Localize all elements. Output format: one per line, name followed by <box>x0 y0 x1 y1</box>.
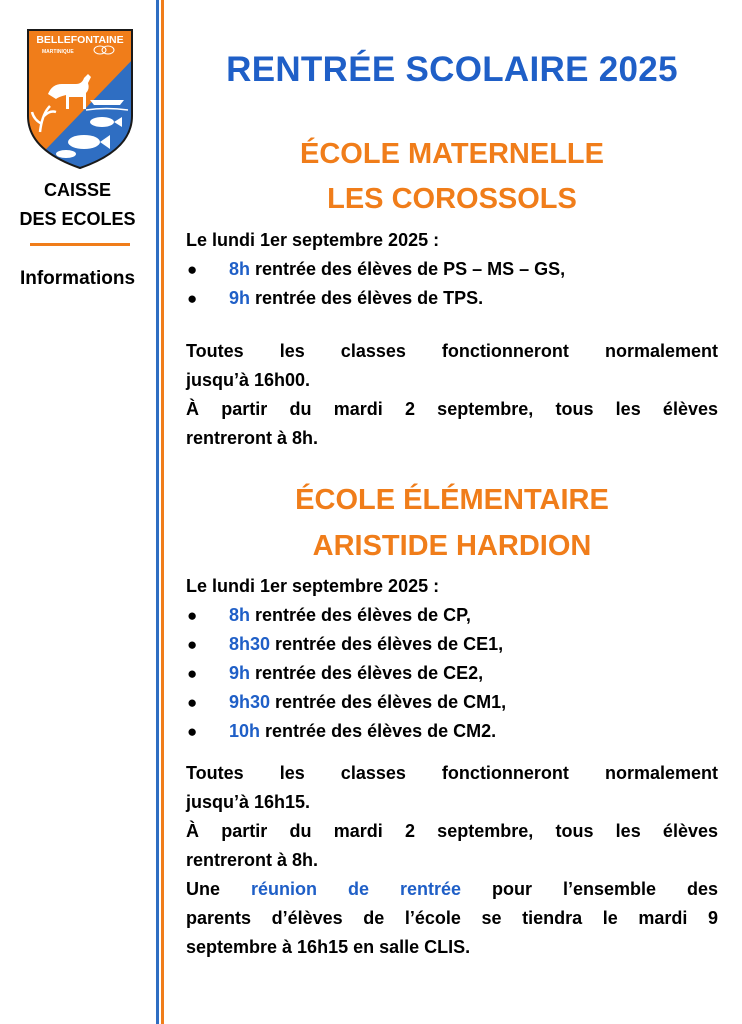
divider-line-orange <box>161 0 164 1024</box>
elementaire-para1-line1: Toutes les classes fonctionneront normalement <box>186 763 718 783</box>
item-text: rentrée des élèves de TPS. <box>250 288 484 308</box>
elementaire-para3-line1 <box>186 875 718 904</box>
item-text: rentrée des élèves de CM2. <box>260 721 497 741</box>
sidebar-title-line2: DES ECOLES <box>19 209 136 229</box>
time-label: 9h <box>229 663 251 683</box>
maternelle-title-line2: LES COROSSOLS <box>327 183 577 215</box>
elementaire-title-line1: ÉCOLE ÉLÉMENTAIRE <box>295 484 609 516</box>
svg-text:MARTINIQUE: MARTINIQUE <box>42 49 74 55</box>
divider-line-blue <box>156 0 159 1024</box>
page-title: RENTRÉE SCOLAIRE 2025 <box>226 50 678 89</box>
time-label: 9h <box>229 288 251 308</box>
para3-pre: Une <box>186 879 251 899</box>
time-label: 8h <box>229 605 251 625</box>
elementaire-title-line2: ARISTIDE HARDION <box>312 530 592 562</box>
time-label: 8h <box>229 259 251 279</box>
time-label: 8h30 <box>229 634 271 654</box>
svg-text:BELLEFONTAINE: BELLEFONTAINE <box>36 34 124 46</box>
maternelle-para2-line2: rentreront à 8h. <box>186 428 319 448</box>
sidebar <box>0 0 155 1024</box>
elementaire-para3-line2: parents d’élèves de l’école se tiendra le mardi 9 <box>186 908 718 928</box>
sidebar-title-line1: CAISSE <box>43 180 112 200</box>
elementaire-para3-line3: septembre à 16h15 en salle CLIS. <box>186 937 471 957</box>
maternelle-title-line1: ÉCOLE MATERNELLE <box>300 138 604 170</box>
item-text: rentrée des élèves de CE2, <box>250 663 484 683</box>
maternelle-date: Le lundi 1er septembre 2025 : <box>186 230 440 250</box>
para3-post: pour l’ensemble des <box>461 879 718 899</box>
item-text: rentrée des élèves de PS – MS – GS, <box>250 259 566 279</box>
time-label: 10h <box>229 721 261 741</box>
meeting-highlight: réunion de rentrée <box>251 879 461 899</box>
item-text: rentrée des élèves de CP, <box>250 605 471 625</box>
bellefontaine-crest-logo <box>26 28 134 170</box>
maternelle-para2-line1: À partir du mardi 2 septembre, tous les élèves <box>186 399 718 419</box>
item-text: rentrée des élèves de CM1, <box>270 692 507 712</box>
sidebar-divider <box>30 243 130 246</box>
maternelle-para1-line1: Toutes les classes fonctionneront normalement <box>186 341 718 361</box>
elementaire-para2-line2: rentreront à 8h. <box>186 850 319 870</box>
elementaire-date: Le lundi 1er septembre 2025 : <box>186 576 440 596</box>
elementaire-para1-line2: jusqu’à 16h15. <box>186 792 311 812</box>
item-text: rentrée des élèves de CE1, <box>270 634 504 654</box>
time-label: 9h30 <box>229 692 271 712</box>
maternelle-para1-line2: jusqu’à 16h00. <box>186 370 311 390</box>
elementaire-para2-line1: À partir du mardi 2 septembre, tous les élèves <box>186 821 718 841</box>
sidebar-info-label: Informations <box>19 268 136 289</box>
